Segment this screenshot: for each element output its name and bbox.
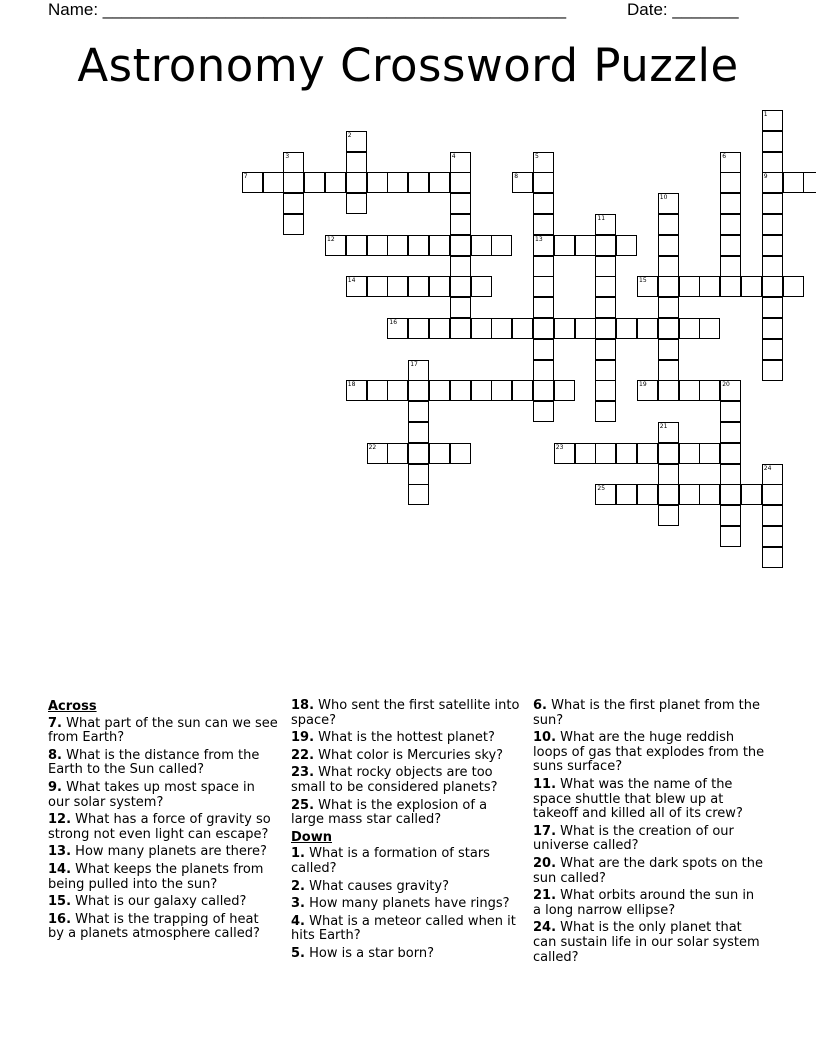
clue-across-14 [48, 863, 278, 892]
cell-number: 13 [535, 235, 543, 243]
clue-text: What is a formation of stars called? [291, 846, 490, 876]
grid-cell[interactable] [720, 256, 741, 277]
grid-cell[interactable] [554, 443, 575, 464]
cell-number: 4 [451, 152, 456, 160]
clue-down-17 [533, 825, 765, 854]
cell-number: 23 [555, 443, 564, 451]
date-field-label: Date: _______ [627, 0, 739, 19]
grid-cell[interactable] [408, 380, 429, 401]
grid-cell[interactable] [387, 235, 408, 256]
clue-across-15 [48, 895, 278, 910]
grid-cell[interactable] [408, 318, 429, 339]
grid-cell[interactable] [512, 380, 533, 401]
grid-cell[interactable] [595, 360, 616, 381]
grid-cell[interactable] [762, 256, 783, 277]
grid-cell[interactable] [429, 172, 450, 193]
clue-number: 9. [48, 779, 62, 795]
grid-cell[interactable] [450, 214, 471, 235]
cell-number: 3 [285, 152, 290, 160]
grid-cell[interactable] [387, 380, 408, 401]
clue-across-23 [291, 766, 523, 795]
clue-number: 15. [48, 894, 72, 910]
grid-cell[interactable] [637, 484, 658, 505]
clue-number: 6. [533, 698, 547, 713]
grid-cell[interactable] [263, 172, 284, 193]
grid-cell[interactable] [408, 484, 429, 505]
grid-cell[interactable] [658, 443, 679, 464]
grid-cell[interactable] [575, 318, 596, 339]
grid-cell[interactable] [533, 360, 554, 381]
grid-cell[interactable] [762, 318, 783, 339]
clue-text: What color is Mercuries sky? [318, 747, 504, 763]
cell-number: 10 [659, 194, 668, 202]
grid-cell[interactable] [533, 256, 554, 277]
cell-number: 8 [514, 173, 519, 181]
grid-cell[interactable] [637, 318, 658, 339]
clue-number: 5. [291, 945, 305, 961]
grid-cell[interactable] [491, 380, 512, 401]
grid-cell[interactable] [387, 172, 408, 193]
grid-cell[interactable] [762, 110, 783, 131]
grid-cell[interactable] [450, 297, 471, 318]
clue-number: 4. [291, 913, 305, 929]
grid-cell[interactable] [720, 526, 741, 547]
clue-down-4 [291, 915, 523, 944]
grid-cell[interactable] [762, 276, 783, 297]
clue-across-16 [48, 913, 278, 942]
grid-cell[interactable] [367, 380, 388, 401]
page-title: Astronomy Crossword Puzzle [77, 39, 739, 92]
cell-number: 12 [327, 235, 335, 243]
clue-down-6 [533, 699, 765, 728]
grid-cell[interactable] [658, 235, 679, 256]
grid-cell[interactable] [720, 152, 741, 173]
clue-text: What causes gravity? [309, 878, 450, 894]
clue-number: 17. [533, 823, 557, 839]
grid-cell[interactable] [283, 193, 304, 214]
grid-cell[interactable] [720, 464, 741, 485]
grid-cell[interactable] [408, 464, 429, 485]
clue-down-20 [533, 857, 765, 886]
cell-number: 14 [347, 277, 356, 285]
grid-cell[interactable] [658, 297, 679, 318]
grid-cell[interactable] [595, 339, 616, 360]
grid-cell[interactable] [554, 380, 575, 401]
grid-cell[interactable] [533, 401, 554, 422]
clue-text: How many planets have rings? [309, 896, 510, 912]
clue-number: 25. [291, 797, 315, 813]
grid-cell[interactable] [471, 276, 492, 297]
grid-cell[interactable] [471, 318, 492, 339]
grid-cell[interactable] [720, 443, 741, 464]
grid-cell[interactable] [616, 443, 637, 464]
clue-text: What is the explosion of a large mass star called? [291, 797, 488, 828]
clue-text: What is the first planet from the sun? [533, 698, 760, 728]
grid-cell[interactable] [471, 235, 492, 256]
grid-cell[interactable] [762, 193, 783, 214]
grid-cell[interactable] [346, 235, 367, 256]
cell-number: 16 [389, 319, 398, 326]
grid-cell[interactable] [387, 276, 408, 297]
grid-cell[interactable] [699, 276, 720, 297]
grid-cell[interactable] [679, 443, 700, 464]
grid-cell[interactable] [720, 505, 741, 526]
grid-cell[interactable] [720, 235, 741, 256]
clue-across-8 [48, 749, 278, 778]
grid-cell[interactable] [699, 484, 720, 505]
grid-cell[interactable] [741, 276, 762, 297]
cell-number: 7 [243, 173, 248, 181]
grid-cell[interactable] [408, 443, 429, 464]
grid-cell[interactable] [658, 276, 679, 297]
grid-cell[interactable] [533, 380, 554, 401]
cell-number: 1 [763, 111, 768, 118]
clue-number: 3. [291, 896, 305, 912]
grid-cell[interactable] [346, 152, 367, 173]
grid-cell[interactable] [679, 484, 700, 505]
grid-cell[interactable] [658, 505, 679, 526]
grid-cell[interactable] [429, 380, 450, 401]
clue-down-2 [291, 880, 523, 895]
clue-number: 18. [291, 698, 315, 713]
cell-number: 17 [410, 360, 418, 368]
clue-across-22 [291, 749, 523, 764]
clue-text: What part of the sun can we see from Earth? [48, 715, 278, 746]
grid-cell[interactable] [637, 276, 658, 297]
grid-cell[interactable] [595, 380, 616, 401]
grid-cell[interactable] [595, 276, 616, 297]
grid-cell[interactable] [450, 443, 471, 464]
grid-cell[interactable] [408, 422, 429, 443]
grid-cell[interactable] [595, 256, 616, 277]
clue-number: 22. [291, 747, 315, 763]
grid-cell[interactable] [658, 484, 679, 505]
grid-cell[interactable] [783, 276, 804, 297]
grid-cell[interactable] [367, 172, 388, 193]
clue-text: What is our galaxy called? [75, 894, 247, 910]
grid-cell[interactable] [325, 172, 346, 193]
clue-number: 19. [291, 730, 315, 746]
grid-cell[interactable] [699, 380, 720, 401]
grid-cell[interactable] [408, 172, 429, 193]
grid-cell[interactable] [762, 505, 783, 526]
clue-down-1 [291, 847, 523, 876]
grid-cell[interactable] [720, 214, 741, 235]
clue-column-2 [291, 699, 523, 965]
cell-number: 22 [368, 443, 377, 451]
grid-cell[interactable] [408, 235, 429, 256]
grid-cell[interactable] [720, 422, 741, 443]
cell-number: 15 [639, 277, 647, 285]
grid-cell[interactable] [450, 256, 471, 277]
clue-text: What orbits around the sun in a long narrow ellipse? [533, 888, 755, 918]
grid-cell[interactable] [533, 297, 554, 318]
clue-number: 1. [291, 846, 305, 862]
clue-across-12 [48, 813, 278, 842]
cell-number: 25 [597, 485, 606, 493]
grid-cell[interactable] [783, 172, 804, 193]
clue-text: How many planets are there? [75, 844, 267, 860]
clue-across-9 [48, 781, 278, 810]
grid-cell[interactable] [595, 484, 616, 505]
grid-cell[interactable] [679, 318, 700, 339]
grid-cell[interactable] [595, 297, 616, 318]
clue-number: 24. [533, 920, 557, 936]
clue-across-25 [291, 799, 523, 828]
clue-text: Who sent the first satellite into space? [291, 698, 520, 728]
cell-number: 18 [347, 381, 356, 389]
clue-number: 2. [291, 878, 305, 894]
grid-cell[interactable] [762, 360, 783, 381]
grid-cell[interactable] [408, 276, 429, 297]
clue-number: 21. [533, 888, 557, 904]
grid-cell[interactable] [720, 401, 741, 422]
grid-cell[interactable] [637, 443, 658, 464]
grid-cell[interactable] [616, 235, 637, 256]
grid-cell[interactable] [741, 484, 762, 505]
grid-cell[interactable] [429, 318, 450, 339]
grid-cell[interactable] [658, 318, 679, 339]
grid-cell[interactable] [658, 193, 679, 214]
grid-cell[interactable] [346, 193, 367, 214]
clue-number: 23. [291, 765, 315, 781]
grid-cell[interactable] [720, 484, 741, 505]
grid-cell[interactable] [450, 235, 471, 256]
grid-cell[interactable] [346, 131, 367, 152]
clue-text: What is the only planet that can sustain life in our solar system called? [533, 920, 760, 965]
grid-cell[interactable] [575, 235, 596, 256]
grid-cell[interactable] [637, 380, 658, 401]
cell-number: 11 [597, 215, 606, 222]
clue-column-3 [533, 699, 765, 968]
grid-cell[interactable] [533, 214, 554, 235]
grid-cell[interactable] [325, 235, 346, 256]
grid-cell[interactable] [699, 443, 720, 464]
grid-cell[interactable] [533, 172, 554, 193]
grid-cell[interactable] [429, 276, 450, 297]
clue-number: 8. [48, 747, 62, 763]
clue-text: What are the dark spots on the sun called? [533, 855, 763, 886]
grid-cell[interactable] [533, 193, 554, 214]
grid-cell[interactable] [283, 152, 304, 173]
grid-cell[interactable] [367, 276, 388, 297]
cell-number: 9 [763, 173, 768, 181]
grid-cell[interactable] [679, 276, 700, 297]
clue-number: 13. [48, 844, 72, 860]
grid-cell[interactable] [533, 276, 554, 297]
clue-down-11 [533, 778, 765, 822]
clue-number: 10. [533, 730, 557, 746]
grid-cell[interactable] [762, 547, 783, 568]
grid-cell[interactable] [720, 276, 741, 297]
grid-cell[interactable] [720, 380, 741, 401]
cell-number: 20 [722, 381, 730, 389]
grid-cell[interactable] [533, 318, 554, 339]
grid-cell[interactable] [533, 339, 554, 360]
clue-number: 16. [48, 911, 72, 927]
grid-cell[interactable] [762, 214, 783, 235]
clue-down-24 [533, 921, 765, 965]
clue-text: What rocky objects are too small to be considered planets? [291, 765, 498, 795]
cell-number: 2 [347, 131, 352, 139]
grid-cell[interactable] [595, 214, 616, 235]
grid-cell[interactable] [658, 339, 679, 360]
grid-cell[interactable] [762, 526, 783, 547]
clue-number: 12. [48, 812, 72, 828]
cell-number: 24 [763, 464, 772, 472]
grid-cell[interactable] [450, 276, 471, 297]
clue-down-5 [291, 947, 523, 962]
grid-cell[interactable] [450, 380, 471, 401]
grid-cell[interactable] [408, 360, 429, 381]
clue-number: 20. [533, 855, 557, 871]
grid-cell[interactable] [658, 380, 679, 401]
clue-down-21 [533, 889, 765, 918]
grid-cell[interactable] [387, 443, 408, 464]
grid-cell[interactable] [346, 276, 367, 297]
clue-text: What is the hottest planet? [318, 730, 495, 746]
grid-cell[interactable] [762, 339, 783, 360]
grid-cell[interactable] [658, 256, 679, 277]
grid-cell[interactable] [387, 318, 408, 339]
clue-text: What keeps the planets from being pulled into the sun? [48, 861, 264, 892]
grid-cell[interactable] [762, 297, 783, 318]
name-field-label: Name: _________________________________________________ [48, 0, 567, 19]
grid-cell[interactable] [491, 235, 512, 256]
grid-cell[interactable] [762, 484, 783, 505]
grid-cell[interactable] [450, 172, 471, 193]
grid-cell[interactable] [595, 401, 616, 422]
grid-cell[interactable] [658, 360, 679, 381]
clue-across-19 [291, 731, 523, 746]
cell-number: 5 [535, 152, 539, 160]
grid-cell[interactable] [575, 443, 596, 464]
grid-cell[interactable] [429, 235, 450, 256]
grid-cell[interactable] [595, 235, 616, 256]
clue-text: What is the trapping of heat by a planets atmosphere called? [48, 911, 260, 942]
down-heading: Down [291, 829, 332, 845]
clue-text: What is the distance from the Earth to the Sun called? [48, 747, 260, 778]
grid-cell[interactable] [533, 152, 554, 173]
clue-text: What are the huge reddish loops of gas that explodes from the suns surface? [533, 730, 765, 775]
grid-cell[interactable] [762, 464, 783, 485]
grid-cell[interactable] [554, 318, 575, 339]
clue-across-18 [291, 699, 523, 728]
grid-cell[interactable] [450, 152, 471, 173]
clue-text: How is a star born? [309, 945, 435, 961]
grid-cell[interactable] [658, 464, 679, 485]
grid-cell[interactable] [762, 172, 783, 193]
grid-cell[interactable] [491, 318, 512, 339]
clue-text: What is a meteor called when it hits Earth? [291, 913, 516, 944]
grid-cell[interactable] [450, 193, 471, 214]
grid-cell[interactable] [283, 214, 304, 235]
grid-cell[interactable] [512, 172, 533, 193]
clue-text: What takes up most space in our solar system? [48, 779, 255, 810]
clue-number: 7. [48, 715, 62, 731]
clue-text: What was the name of the space shuttle that blew up at takeoff and killed all of its crew? [533, 776, 743, 822]
clue-across-7 [48, 717, 278, 746]
grid-cell[interactable] [616, 318, 637, 339]
grid-cell[interactable] [699, 318, 720, 339]
grid-cell[interactable] [720, 193, 741, 214]
grid-cell[interactable] [346, 380, 367, 401]
grid-cell[interactable] [762, 131, 783, 152]
grid-cell[interactable] [762, 235, 783, 256]
grid-cell[interactable] [367, 235, 388, 256]
clue-down-10 [533, 731, 765, 775]
grid-cell[interactable] [762, 152, 783, 173]
grid-cell[interactable] [595, 318, 616, 339]
grid-cell[interactable] [283, 172, 304, 193]
grid-cell[interactable] [429, 443, 450, 464]
cell-number: 21 [659, 423, 668, 430]
cell-number: 6 [722, 152, 727, 160]
grid-cell[interactable] [408, 401, 429, 422]
clue-across-13 [48, 845, 278, 860]
grid-cell[interactable] [554, 235, 575, 256]
grid-cell[interactable] [803, 172, 816, 193]
grid-cell[interactable] [658, 422, 679, 443]
grid-cell[interactable] [471, 380, 492, 401]
grid-cell[interactable] [242, 172, 263, 193]
clue-column-1 [48, 699, 278, 945]
grid-cell[interactable] [658, 214, 679, 235]
clue-down-3 [291, 897, 523, 912]
across-heading: Across [48, 699, 97, 714]
clue-number: 14. [48, 861, 72, 877]
grid-cell[interactable] [616, 484, 637, 505]
grid-cell[interactable] [533, 235, 554, 256]
grid-cell[interactable] [450, 318, 471, 339]
grid-cell[interactable] [595, 443, 616, 464]
grid-cell[interactable] [512, 318, 533, 339]
grid-cell[interactable] [679, 380, 700, 401]
grid-cell[interactable] [346, 172, 367, 193]
grid-cell[interactable] [720, 172, 741, 193]
cell-number: 19 [639, 381, 647, 389]
grid-cell[interactable] [304, 172, 325, 193]
grid-cell[interactable] [367, 443, 388, 464]
clue-text: What has a force of gravity so strong not even light can escape? [48, 812, 271, 842]
clue-text: What is the creation of our universe called? [533, 823, 734, 854]
clue-number: 11. [533, 776, 557, 792]
